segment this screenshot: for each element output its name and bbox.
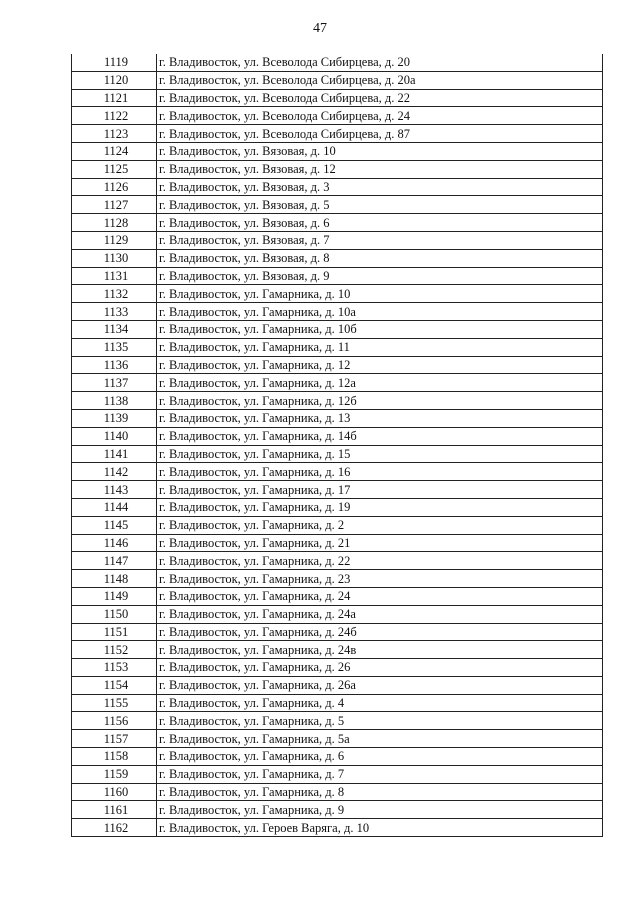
row-number-cell: 1147 [72,552,157,570]
table-row [72,463,603,481]
row-number-cell: 1131 [72,267,157,285]
row-number-cell: 1141 [72,445,157,463]
table-row [72,730,603,748]
address-cell: г. Владивосток, ул. Всеволода Сибирцева, д. 20 [157,54,603,71]
row-number-cell: 1142 [72,463,157,481]
row-number-cell: 1157 [72,730,157,748]
address-cell: г. Владивосток, ул. Всеволода Сибирцева, д. 24 [157,107,603,125]
address-cell: г. Владивосток, ул. Вязовая, д. 10 [157,142,603,160]
address-cell: г. Владивосток, ул. Всеволода Сибирцева, д. 20а [157,71,603,89]
address-cell: г. Владивосток, ул. Гамарника, д. 12 [157,356,603,374]
row-number-cell: 1122 [72,107,157,125]
table-row [72,552,603,570]
table-row [72,71,603,89]
table-row [72,712,603,730]
table-row [72,676,603,694]
row-number-cell: 1149 [72,587,157,605]
address-cell: г. Владивосток, ул. Гамарника, д. 21 [157,534,603,552]
address-cell: г. Владивосток, ул. Гамарника, д. 5а [157,730,603,748]
row-number-cell: 1143 [72,481,157,499]
address-cell: г. Владивосток, ул. Вязовая, д. 3 [157,178,603,196]
table-row [72,605,603,623]
table-row [72,231,603,249]
table-row [72,427,603,445]
address-cell: г. Владивосток, ул. Гамарника, д. 13 [157,409,603,427]
row-number-cell: 1125 [72,160,157,178]
row-number-cell: 1152 [72,641,157,659]
row-number-cell: 1129 [72,231,157,249]
row-number-cell: 1137 [72,374,157,392]
table-row [72,445,603,463]
table-row [72,641,603,659]
row-number-cell: 1121 [72,89,157,107]
table-row [72,267,603,285]
row-number-cell: 1134 [72,320,157,338]
address-cell: г. Владивосток, ул. Вязовая, д. 6 [157,214,603,232]
row-number-cell: 1154 [72,676,157,694]
table-row [72,623,603,641]
row-number-cell: 1132 [72,285,157,303]
row-number-cell: 1140 [72,427,157,445]
row-number-cell: 1130 [72,249,157,267]
address-cell: г. Владивосток, ул. Вязовая, д. 5 [157,196,603,214]
row-number-cell: 1138 [72,392,157,410]
row-number-cell: 1158 [72,748,157,766]
address-cell: г. Владивосток, ул. Героев Варяга, д. 10 [157,819,603,837]
table-row [72,783,603,801]
address-cell: г. Владивосток, ул. Гамарника, д. 22 [157,552,603,570]
address-cell: г. Владивосток, ул. Гамарника, д. 24а [157,605,603,623]
row-number-cell: 1145 [72,516,157,534]
address-cell: г. Владивосток, ул. Всеволода Сибирцева, д. 22 [157,89,603,107]
table-row [72,303,603,321]
address-cell: г. Владивосток, ул. Вязовая, д. 7 [157,231,603,249]
address-cell: г. Владивосток, ул. Вязовая, д. 9 [157,267,603,285]
row-number-cell: 1128 [72,214,157,232]
address-cell: г. Владивосток, ул. Гамарника, д. 15 [157,445,603,463]
address-cell: г. Владивосток, ул. Гамарника, д. 7 [157,765,603,783]
table-row [72,107,603,125]
row-number-cell: 1119 [72,54,157,71]
address-cell: г. Владивосток, ул. Гамарника, д. 24в [157,641,603,659]
table-row [72,765,603,783]
address-table-body [72,54,603,837]
address-cell: г. Владивосток, ул. Гамарника, д. 12а [157,374,603,392]
row-number-cell: 1159 [72,765,157,783]
table-row [72,125,603,143]
row-number-cell: 1161 [72,801,157,819]
address-cell: г. Владивосток, ул. Гамарника, д. 19 [157,498,603,516]
row-number-cell: 1139 [72,409,157,427]
row-number-cell: 1133 [72,303,157,321]
page-number: 47 [313,21,327,36]
address-cell: г. Владивосток, ул. Вязовая, д. 12 [157,160,603,178]
address-cell: г. Владивосток, ул. Гамарника, д. 5 [157,712,603,730]
table-row [72,498,603,516]
address-cell: г. Владивосток, ул. Гамарника, д. 10б [157,320,603,338]
row-number-cell: 1148 [72,570,157,588]
address-cell: г. Владивосток, ул. Гамарника, д. 14б [157,427,603,445]
row-number-cell: 1136 [72,356,157,374]
row-number-cell: 1160 [72,783,157,801]
row-number-cell: 1120 [72,71,157,89]
row-number-cell: 1135 [72,338,157,356]
row-number-cell: 1124 [72,142,157,160]
row-number-cell: 1153 [72,659,157,677]
row-number-cell: 1150 [72,605,157,623]
address-cell: г. Владивосток, ул. Гамарника, д. 16 [157,463,603,481]
address-cell: г. Владивосток, ул. Гамарника, д. 10а [157,303,603,321]
address-cell: г. Владивосток, ул. Гамарника, д. 6 [157,748,603,766]
address-cell: г. Владивосток, ул. Гамарника, д. 17 [157,481,603,499]
address-cell: г. Владивосток, ул. Вязовая, д. 8 [157,249,603,267]
address-cell: г. Владивосток, ул. Гамарника, д. 4 [157,694,603,712]
address-cell: г. Владивосток, ул. Гамарника, д. 11 [157,338,603,356]
table-row [72,534,603,552]
address-cell: г. Владивосток, ул. Гамарника, д. 26а [157,676,603,694]
address-cell: г. Владивосток, ул. Всеволода Сибирцева, д. 87 [157,125,603,143]
row-number-cell: 1162 [72,819,157,837]
address-cell: г. Владивосток, ул. Гамарника, д. 9 [157,801,603,819]
table-row [72,374,603,392]
row-number-cell: 1127 [72,196,157,214]
table-row [72,178,603,196]
row-number-cell: 1144 [72,498,157,516]
table-row [72,89,603,107]
table-row [72,801,603,819]
table-row [72,694,603,712]
table-row [72,338,603,356]
table-row [72,356,603,374]
row-number-cell: 1123 [72,125,157,143]
address-cell: г. Владивосток, ул. Гамарника, д. 24 [157,587,603,605]
address-cell: г. Владивосток, ул. Гамарника, д. 23 [157,570,603,588]
table-row [72,285,603,303]
row-number-cell: 1156 [72,712,157,730]
table-row [72,54,603,71]
address-cell: г. Владивосток, ул. Гамарника, д. 12б [157,392,603,410]
table-row [72,142,603,160]
address-cell: г. Владивосток, ул. Гамарника, д. 26 [157,659,603,677]
table-row [72,748,603,766]
table-row [72,196,603,214]
table-row [72,481,603,499]
address-cell: г. Владивосток, ул. Гамарника, д. 10 [157,285,603,303]
table-row [72,320,603,338]
table-row [72,249,603,267]
row-number-cell: 1151 [72,623,157,641]
table-row [72,214,603,232]
row-number-cell: 1146 [72,534,157,552]
address-cell: г. Владивосток, ул. Гамарника, д. 8 [157,783,603,801]
table-row [72,409,603,427]
table-row [72,516,603,534]
table-row [72,160,603,178]
table-row [72,659,603,677]
table-row [72,819,603,837]
address-table [71,54,603,837]
row-number-cell: 1126 [72,178,157,196]
table-row [72,570,603,588]
address-cell: г. Владивосток, ул. Гамарника, д. 24б [157,623,603,641]
table-row [72,587,603,605]
table-row [72,392,603,410]
address-cell: г. Владивосток, ул. Гамарника, д. 2 [157,516,603,534]
row-number-cell: 1155 [72,694,157,712]
